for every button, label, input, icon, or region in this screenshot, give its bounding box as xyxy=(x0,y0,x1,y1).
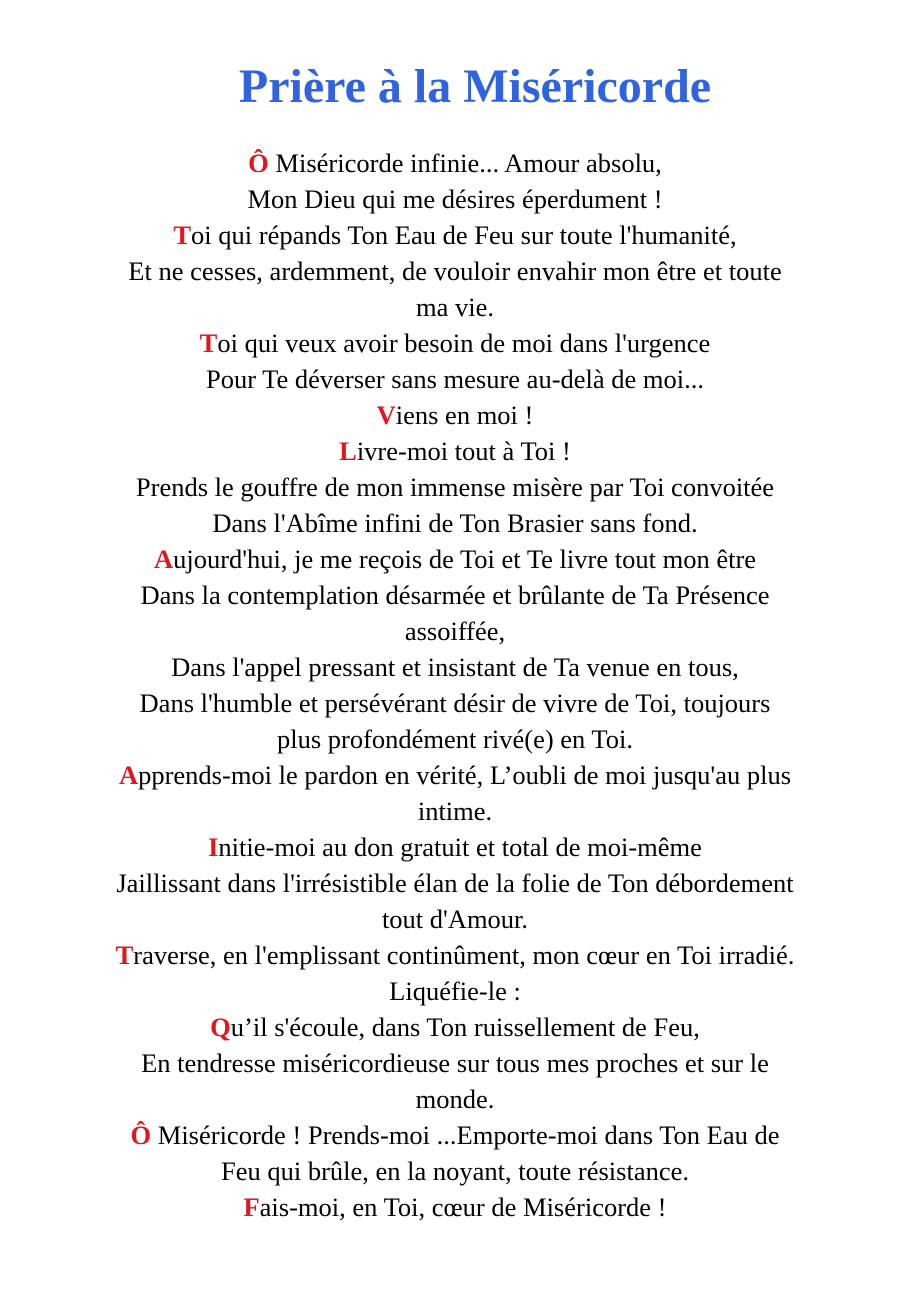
line-text: ais-moi, en Toi, cœur de Miséricorde ! xyxy=(259,1192,667,1222)
line-text: ujourd'hui, je me reçois de Toi et Te livre tout mon être xyxy=(173,544,757,574)
initial-letter: T xyxy=(199,328,218,358)
line-text: oi qui veux avoir besoin de moi dans l'urgence xyxy=(217,328,711,358)
line-text: Pour Te déverser sans mesure au-delà de moi... xyxy=(205,364,705,394)
prayer-line xyxy=(0,541,910,577)
prayer-line xyxy=(0,1081,910,1117)
line-text: Liquéfie-le : xyxy=(389,976,521,1006)
prayer-line xyxy=(0,217,910,253)
prayer-line xyxy=(0,145,910,181)
initial-letter: L xyxy=(339,436,357,466)
prayer-line xyxy=(0,469,910,505)
prayer-line xyxy=(0,1009,910,1045)
prayer-line xyxy=(0,865,910,901)
line-text: iens en moi ! xyxy=(395,400,534,430)
initial-letter: T xyxy=(173,220,192,250)
line-text: En tendresse miséricordieuse sur tous mes proches et sur le xyxy=(141,1048,769,1078)
line-text: plus profondément rivé(e) en Toi. xyxy=(276,724,634,754)
prayer-line xyxy=(0,361,910,397)
prayer-line xyxy=(0,973,910,1009)
page-title: Prière à la Miséricorde xyxy=(238,60,712,113)
initial-letter: I xyxy=(208,832,219,862)
prayer-line xyxy=(0,937,910,973)
prayer-text xyxy=(0,145,910,1225)
initial-letter: V xyxy=(376,400,396,430)
line-text: assoiffée, xyxy=(404,616,506,646)
line-text: u’il s'écoule, dans Ton ruissellement de Feu, xyxy=(230,1012,700,1042)
initial-letter: A xyxy=(153,544,174,574)
line-text: Mon Dieu qui me désires éperdument ! xyxy=(247,184,663,214)
line-text: Jaillissant dans l'irrésistible élan de la folie de Ton débordement xyxy=(116,868,794,898)
line-text: Dans la contemplation désarmée et brûlante de Ta Présence xyxy=(140,580,770,610)
prayer-line xyxy=(0,649,910,685)
line-text: oi qui répands Ton Eau de Feu sur toute l'humanité, xyxy=(191,220,737,250)
line-text: tout d'Amour. xyxy=(381,904,529,934)
initial-letter: Ô xyxy=(130,1120,152,1150)
prayer-line xyxy=(0,1045,910,1081)
initial-letter: Q xyxy=(210,1012,231,1042)
prayer-line xyxy=(0,685,910,721)
initial-letter: Ô xyxy=(248,148,269,178)
prayer-line xyxy=(0,721,910,757)
line-text: Miséricorde infinie... Amour absolu, xyxy=(268,148,662,178)
prayer-line xyxy=(0,793,910,829)
prayer-line xyxy=(0,181,910,217)
prayer-line xyxy=(0,397,910,433)
initial-letter: A xyxy=(118,760,139,790)
prayer-line xyxy=(0,1189,910,1225)
line-text: raverse, en l'emplissant continûment, mon cœur en Toi irradié. xyxy=(133,940,795,970)
prayer-line xyxy=(0,829,910,865)
prayer-line xyxy=(0,289,910,325)
prayer-line xyxy=(0,1153,910,1189)
prayer-line xyxy=(0,757,910,793)
line-text: Dans l'appel pressant et insistant de Ta venue en tous, xyxy=(171,652,739,682)
initial-letter: F xyxy=(243,1192,260,1222)
line-text: Miséricorde ! Prends-moi ...Emporte-moi dans Ton Eau de xyxy=(151,1120,780,1150)
line-text: Feu qui brûle, en la noyant, toute résistance. xyxy=(220,1156,690,1186)
line-text: nitie-moi au don gratuit et total de moi-même xyxy=(218,832,702,862)
prayer-line xyxy=(0,253,910,289)
line-text: Dans l'Abîme infini de Ton Brasier sans fond. xyxy=(212,508,698,538)
line-text: Dans l'humble et persévérant désir de vivre de Toi, toujours xyxy=(139,688,771,718)
prayer-line xyxy=(0,325,910,361)
initial-letter: T xyxy=(115,940,134,970)
line-text: ivre-moi tout à Toi ! xyxy=(356,436,571,466)
line-text: ma vie. xyxy=(416,292,494,322)
line-text: Et ne cesses, ardemment, de vouloir envahir mon être et toute xyxy=(128,256,782,286)
line-text: pprends-moi le pardon en vérité, L’oubli de moi jusqu'au plus xyxy=(138,760,792,790)
prayer-line xyxy=(0,577,910,613)
prayer-line xyxy=(0,613,910,649)
prayer-line xyxy=(0,901,910,937)
prayer-line xyxy=(0,433,910,469)
line-text: intime. xyxy=(417,796,493,826)
line-text: Prends le gouffre de mon immense misère par Toi convoitée xyxy=(135,472,775,502)
prayer-line xyxy=(0,1117,910,1153)
prayer-line xyxy=(0,505,910,541)
line-text: monde. xyxy=(415,1084,495,1114)
